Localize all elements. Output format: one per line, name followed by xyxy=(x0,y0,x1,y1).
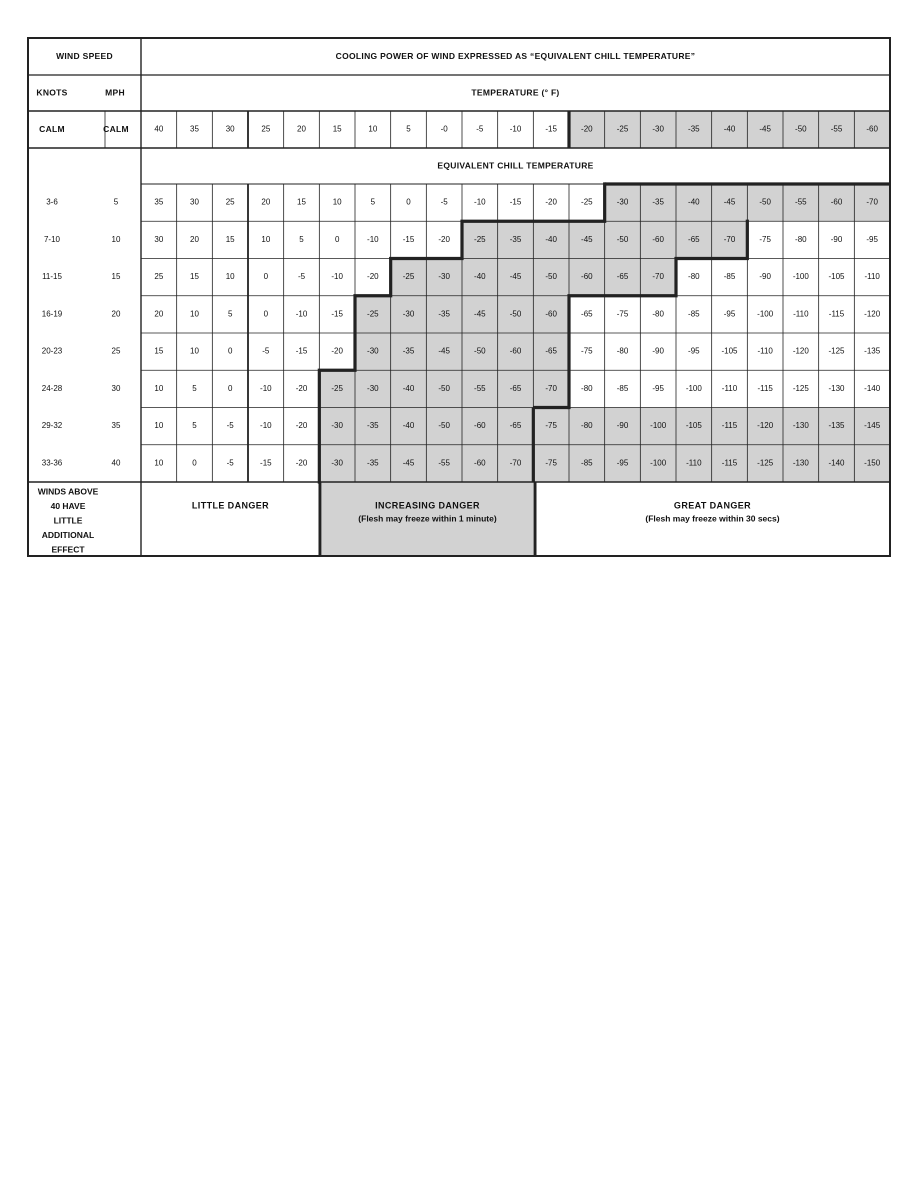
chill-value: -85 xyxy=(688,309,700,319)
knots-range: 33-36 xyxy=(41,458,63,468)
chill-value: -20 xyxy=(295,383,308,393)
chill-value: -120 xyxy=(757,421,774,431)
chill-value: -80 xyxy=(616,346,629,356)
chill-value: -60 xyxy=(581,272,593,282)
temperature-value: -20 xyxy=(581,124,593,134)
chill-value: -50 xyxy=(474,346,486,356)
chill-value: -80 xyxy=(688,272,700,282)
temperature-value: -5 xyxy=(476,124,484,134)
chill-value: -100 xyxy=(685,383,702,393)
chill-value: -45 xyxy=(509,272,522,282)
chill-value: -65 xyxy=(509,383,522,393)
chill-value: -80 xyxy=(581,383,593,393)
chill-value: -5 xyxy=(226,421,234,431)
chill-value: 5 xyxy=(192,383,197,393)
chill-value: -30 xyxy=(367,383,379,393)
chill-value: 0 xyxy=(406,197,411,207)
chill-value: -110 xyxy=(793,309,809,319)
temperature-value: -30 xyxy=(652,124,664,134)
chill-value: -40 xyxy=(402,421,415,431)
chill-value: -110 xyxy=(864,272,880,282)
chill-value: -80 xyxy=(581,421,593,431)
chill-value: -95 xyxy=(866,234,878,244)
chill-value: -100 xyxy=(650,458,667,468)
chill-value: -135 xyxy=(864,346,881,356)
chill-value: -105 xyxy=(685,421,702,431)
chill-value: 10 xyxy=(154,383,164,393)
chill-value: -150 xyxy=(864,458,881,468)
chill-value: -90 xyxy=(616,421,629,431)
chill-value: -85 xyxy=(581,458,593,468)
chill-value: -65 xyxy=(581,309,593,319)
chill-value: -15 xyxy=(331,309,343,319)
chill-value: -70 xyxy=(509,458,522,468)
chill-value: -95 xyxy=(688,346,700,356)
chill-value: -30 xyxy=(331,458,343,468)
chill-value: -10 xyxy=(260,383,272,393)
chill-value: 35 xyxy=(154,197,164,207)
chill-value: -140 xyxy=(864,383,881,393)
chill-value: -5 xyxy=(226,458,234,468)
chill-value: -35 xyxy=(367,458,379,468)
chill-value: -50 xyxy=(616,234,629,244)
chill-value: 5 xyxy=(370,197,376,207)
chill-value: -100 xyxy=(650,421,667,431)
chill-value: -30 xyxy=(402,309,415,319)
chill-value: 0 xyxy=(227,383,233,393)
chill-value: 30 xyxy=(190,197,199,207)
great-danger-label: GREAT DANGER xyxy=(673,500,752,511)
temperature-value: 10 xyxy=(368,124,378,134)
chill-value: -105 xyxy=(721,346,738,356)
chill-value: -25 xyxy=(367,309,379,319)
chill-value: -40 xyxy=(474,272,486,282)
chill-value: -100 xyxy=(757,309,774,319)
chill-value: -5 xyxy=(297,272,306,282)
chill-value: -15 xyxy=(295,346,308,356)
temperature-value: 15 xyxy=(332,124,342,134)
chill-value: 0 xyxy=(192,458,197,468)
chill-value: 20 xyxy=(190,234,199,244)
chill-value: -50 xyxy=(759,197,771,207)
chill-value: -100 xyxy=(792,272,809,282)
chill-value: -105 xyxy=(828,272,845,282)
chill-value: -95 xyxy=(723,309,736,319)
table-title: COOLING POWER OF WIND EXPRESSED AS “EQUIVALENT CHILL TEMPERATURE” xyxy=(335,50,696,61)
chill-value: 10 xyxy=(154,421,164,431)
chill-value: -115 xyxy=(721,458,738,468)
temperature-value: -60 xyxy=(866,124,878,134)
chill-value: 10 xyxy=(225,272,235,282)
chill-value: 20 xyxy=(261,197,271,207)
temperature-value: 35 xyxy=(190,124,199,134)
chill-value: -60 xyxy=(474,458,486,468)
chill-value: -40 xyxy=(688,197,700,207)
winds-note-line: ADDITIONAL xyxy=(41,529,95,540)
chill-value: -70 xyxy=(866,197,878,207)
chill-value: -55 xyxy=(438,458,450,468)
temperature-value: 40 xyxy=(154,124,164,134)
chill-value: -40 xyxy=(402,383,415,393)
chill-value: -10 xyxy=(260,421,272,431)
temperature-value: 25 xyxy=(261,124,271,134)
mph-header: MPH xyxy=(105,87,125,98)
chill-value: 30 xyxy=(154,234,164,244)
knots-header: KNOTS xyxy=(36,87,68,98)
chill-value: -45 xyxy=(723,197,736,207)
chill-value: -120 xyxy=(864,309,881,319)
chill-value: -75 xyxy=(545,458,557,468)
chill-value: -50 xyxy=(509,309,522,319)
temperature-value: 20 xyxy=(297,124,306,134)
chill-value: -135 xyxy=(828,421,845,431)
chill-value: -20 xyxy=(295,458,308,468)
chill-value: -55 xyxy=(795,197,807,207)
chill-value: -15 xyxy=(509,197,522,207)
mph-value: 40 xyxy=(111,458,121,468)
equivalent-header: EQUIVALENT CHILL TEMPERATURE xyxy=(437,160,594,171)
chill-value: -110 xyxy=(721,383,738,393)
chill-value: 25 xyxy=(225,197,235,207)
chill-value: -30 xyxy=(616,197,629,207)
chill-value: -75 xyxy=(581,346,593,356)
chill-value: -70 xyxy=(545,383,557,393)
chill-value: -125 xyxy=(792,383,809,393)
chill-value: -75 xyxy=(759,234,771,244)
chill-value: -10 xyxy=(331,272,343,282)
chill-value: -85 xyxy=(616,383,629,393)
mph-value: 5 xyxy=(113,197,119,207)
chill-value: -65 xyxy=(509,421,522,431)
temperature-value: -45 xyxy=(759,124,771,134)
chill-value: -130 xyxy=(792,421,809,431)
chill-value: -95 xyxy=(652,383,664,393)
chill-value: -65 xyxy=(545,346,557,356)
chill-value: -5 xyxy=(440,197,448,207)
chill-value: 5 xyxy=(192,421,197,431)
chill-value: 0 xyxy=(263,309,269,319)
chill-value: -60 xyxy=(830,197,843,207)
winds-note-line: 40 HAVE xyxy=(50,500,86,511)
chill-value: -35 xyxy=(438,309,450,319)
great-danger-note: (Flesh may freeze within 30 secs) xyxy=(645,513,780,524)
chill-value: -15 xyxy=(402,234,415,244)
chill-value: -50 xyxy=(545,272,557,282)
chill-value: -145 xyxy=(864,421,881,431)
chill-value: -45 xyxy=(581,234,593,244)
chill-value: 10 xyxy=(154,458,164,468)
chill-value: -30 xyxy=(367,346,379,356)
mph-value: 30 xyxy=(111,383,121,393)
wind-chill-table xyxy=(0,0,918,580)
chill-value: 10 xyxy=(261,234,271,244)
knots-range: 11-15 xyxy=(42,272,62,282)
chill-value: -130 xyxy=(792,458,809,468)
knots-range: 24-28 xyxy=(41,383,63,393)
chill-value: -80 xyxy=(652,309,664,319)
chill-value: -95 xyxy=(616,458,629,468)
chill-value: -35 xyxy=(402,346,415,356)
chill-value: -25 xyxy=(474,234,486,244)
mph-value: 35 xyxy=(111,421,121,431)
chill-value: -140 xyxy=(828,458,845,468)
increasing-danger-label: INCREASING DANGER xyxy=(375,500,480,511)
calm-mph-label: CALM xyxy=(103,123,129,134)
chill-value: 0 xyxy=(227,346,233,356)
chill-value: 10 xyxy=(190,309,199,319)
mph-value: 10 xyxy=(111,234,121,244)
chill-value: -25 xyxy=(331,383,343,393)
chill-value: -60 xyxy=(509,346,522,356)
chill-value: -15 xyxy=(260,458,272,468)
temperature-value: -35 xyxy=(688,124,700,134)
chill-value: -110 xyxy=(686,458,702,468)
chill-value: -130 xyxy=(828,383,845,393)
chill-value: 5 xyxy=(227,309,233,319)
chill-value: -50 xyxy=(438,383,450,393)
chill-value: -30 xyxy=(438,272,450,282)
little-danger-label: LITTLE DANGER xyxy=(191,500,270,511)
chill-value: 10 xyxy=(190,346,199,356)
chill-value: -60 xyxy=(545,309,557,319)
chill-value: -25 xyxy=(402,272,415,282)
winds-note-line: EFFECT xyxy=(51,544,85,555)
chill-value: 15 xyxy=(225,234,235,244)
chill-value: -5 xyxy=(262,346,270,356)
chill-value: 0 xyxy=(263,272,269,282)
temperature-value: -40 xyxy=(723,124,736,134)
chill-value: -115 xyxy=(721,421,738,431)
chill-value: 10 xyxy=(332,197,342,207)
chill-value: -55 xyxy=(474,383,486,393)
chill-value: 20 xyxy=(154,309,164,319)
chill-value: -35 xyxy=(367,421,379,431)
chill-value: -125 xyxy=(828,346,845,356)
chill-value: 0 xyxy=(334,234,340,244)
chill-value: -30 xyxy=(331,421,343,431)
winds-note-line: LITTLE xyxy=(53,515,83,526)
chill-value: 25 xyxy=(154,272,164,282)
chill-value: -90 xyxy=(652,346,664,356)
chill-value: -65 xyxy=(688,234,700,244)
chill-value: -75 xyxy=(545,421,557,431)
increasing-danger-note: (Flesh may freeze within 1 minute) xyxy=(358,513,497,524)
chill-value: -65 xyxy=(616,272,629,282)
chill-value: -10 xyxy=(474,197,486,207)
temperature-value: -15 xyxy=(545,124,557,134)
chill-value: -115 xyxy=(757,383,773,393)
calm-knots-label: CALM xyxy=(39,123,65,134)
temperature-value: -25 xyxy=(616,124,629,134)
chill-value: -90 xyxy=(830,234,843,244)
temperature-value: -10 xyxy=(509,124,522,134)
chill-value: -20 xyxy=(295,421,308,431)
chill-value: 15 xyxy=(297,197,306,207)
chill-value: -50 xyxy=(438,421,450,431)
temperature-value: -50 xyxy=(795,124,807,134)
temperature-value: -55 xyxy=(830,124,843,134)
chill-value: 15 xyxy=(190,272,199,282)
chill-value: -45 xyxy=(474,309,486,319)
chill-value: -60 xyxy=(474,421,486,431)
chill-value: -90 xyxy=(759,272,771,282)
chill-value: -20 xyxy=(331,346,343,356)
chill-value: -75 xyxy=(616,309,629,319)
chill-value: -45 xyxy=(402,458,415,468)
knots-range: 16-19 xyxy=(41,309,63,319)
chill-value: -115 xyxy=(828,309,845,319)
chill-value: -60 xyxy=(652,234,664,244)
chill-value: -20 xyxy=(367,272,379,282)
mph-value: 25 xyxy=(111,346,121,356)
knots-range: 3-6 xyxy=(46,197,58,207)
knots-range: 20-23 xyxy=(41,346,63,356)
chill-value: -125 xyxy=(757,458,774,468)
chill-value: -35 xyxy=(509,234,522,244)
chill-value: -85 xyxy=(723,272,736,282)
chill-value: -20 xyxy=(438,234,450,244)
wind-speed-header: WIND SPEED xyxy=(56,50,113,61)
mph-value: 20 xyxy=(111,309,121,319)
chill-value: -120 xyxy=(792,346,809,356)
knots-range: 29-32 xyxy=(41,421,63,431)
winds-note-line: WINDS ABOVE xyxy=(37,486,99,497)
chill-value: -40 xyxy=(545,234,557,244)
chill-value: 5 xyxy=(299,234,304,244)
chill-value: -10 xyxy=(367,234,379,244)
chill-value: -70 xyxy=(723,234,736,244)
chill-value: -110 xyxy=(757,346,773,356)
chill-value: -35 xyxy=(652,197,664,207)
chill-value: -20 xyxy=(545,197,557,207)
temperature-value: 5 xyxy=(406,124,411,134)
chill-value: -45 xyxy=(438,346,450,356)
mph-value: 15 xyxy=(111,272,121,282)
temperature-value: 30 xyxy=(225,124,235,134)
chill-value: -10 xyxy=(295,309,308,319)
chill-value: -25 xyxy=(581,197,593,207)
knots-range: 7-10 xyxy=(43,234,61,244)
temperature-header: TEMPERATURE (° F) xyxy=(471,87,560,98)
chill-value: -70 xyxy=(652,272,664,282)
chill-value: 15 xyxy=(154,346,164,356)
chill-value: -80 xyxy=(795,234,807,244)
temperature-value: -0 xyxy=(440,124,448,134)
